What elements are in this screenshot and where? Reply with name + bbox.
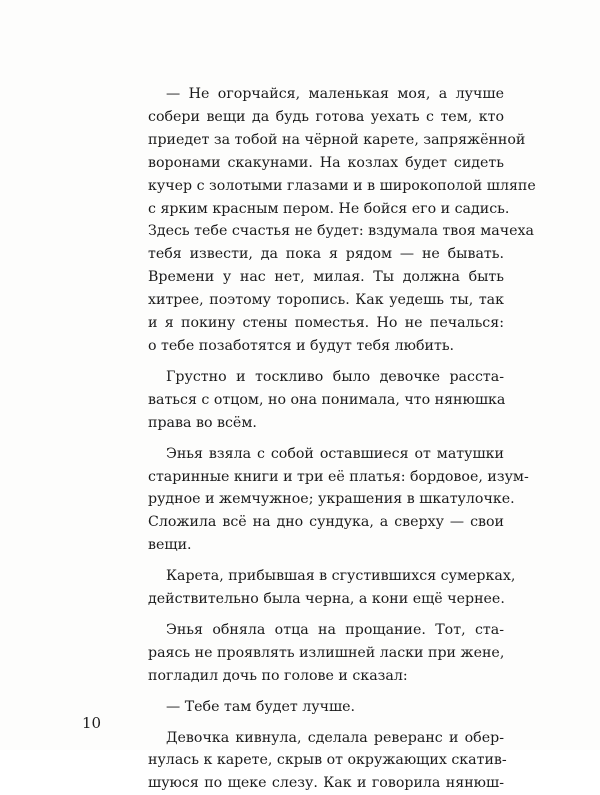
text-line: действительно была черна, а кони ещё чернее. [148, 591, 505, 608]
text-line: Грустно и тоскливо было девочке расста- [166, 368, 504, 385]
paragraph-gap [148, 719, 504, 727]
text-line: с ярким красным пером. Не бойся его и садись. [148, 200, 510, 217]
paragraph-gap [148, 435, 504, 443]
text-line: Карета, прибывшая в сгустившихся сумерках, [166, 568, 516, 585]
text-line: права во всём. [148, 414, 257, 431]
body-text [148, 83, 536, 795]
text-line: воронами скакунами. На козлах будет сидеть [148, 154, 504, 171]
text-line: рудное и жемчужное; украшения в шкатулочке. [148, 491, 515, 508]
paragraph-gap [148, 557, 504, 565]
paragraph-gap [148, 688, 504, 696]
text-line: шуюся по щеке слезу. Как и говорила нянюш- [148, 775, 504, 792]
text-line: Здесь тебе счастья не будет: вздумала твоя мачеха [148, 223, 534, 240]
text-line: Энья взяла с собой оставшиеся от матушки [166, 445, 504, 462]
text-line: Сложила всё на дно сундука, а сверху — свои [148, 514, 504, 531]
text-line: о тебе позаботятся и будут тебя любить. [148, 337, 455, 354]
text-line: погладил дочь по голове и сказал: [148, 667, 408, 684]
text-line: Времени у нас нет, милая. Ты должна быть [148, 269, 504, 286]
paragraph [148, 443, 529, 558]
paragraph [148, 83, 536, 358]
paragraph [148, 727, 507, 795]
text-line: Энья обняла отца на прощание. Тот, ста- [166, 621, 504, 638]
text-line: хитрее, поэтому торопись. Как уедешь ты, так [148, 292, 504, 309]
paragraph-gap [148, 358, 504, 366]
paragraph [148, 565, 516, 611]
text-line: кучер с золотыми глазами и в широкополой шляпе [148, 177, 536, 194]
text-line: собери вещи да будь готова уехать с тем, кто [148, 108, 504, 125]
text-line: нулась к карете, скрыв от окружающих скатив- [148, 752, 507, 769]
text-line: и я покину стены поместья. Но не печалься: [148, 315, 504, 332]
text-line: старинные книги и три её платья: бордовое, изум- [148, 468, 529, 485]
page-number: 10 [82, 714, 102, 732]
paragraph [148, 696, 504, 719]
paragraph [148, 619, 504, 688]
paragraph [148, 366, 504, 435]
text-line: приедет за тобой на чёрной карете, запряжённой [148, 131, 526, 148]
text-line: — Тебе там будет лучше. [166, 698, 356, 715]
text-line: раясь не проявлять излишней ласки при жене, [148, 644, 505, 661]
text-line: — Не огорчайся, маленькая моя, а лучше [166, 86, 504, 102]
paragraph-gap [148, 611, 504, 619]
text-line: ваться с отцом, но она понимала, что нянюшка [148, 391, 506, 408]
text-line: вещи. [148, 537, 192, 554]
text-line: тебя извести, да пока я рядом — не бывать. [148, 246, 504, 263]
text-line: Девочка кивнула, сделала реверанс и обер- [166, 729, 504, 746]
